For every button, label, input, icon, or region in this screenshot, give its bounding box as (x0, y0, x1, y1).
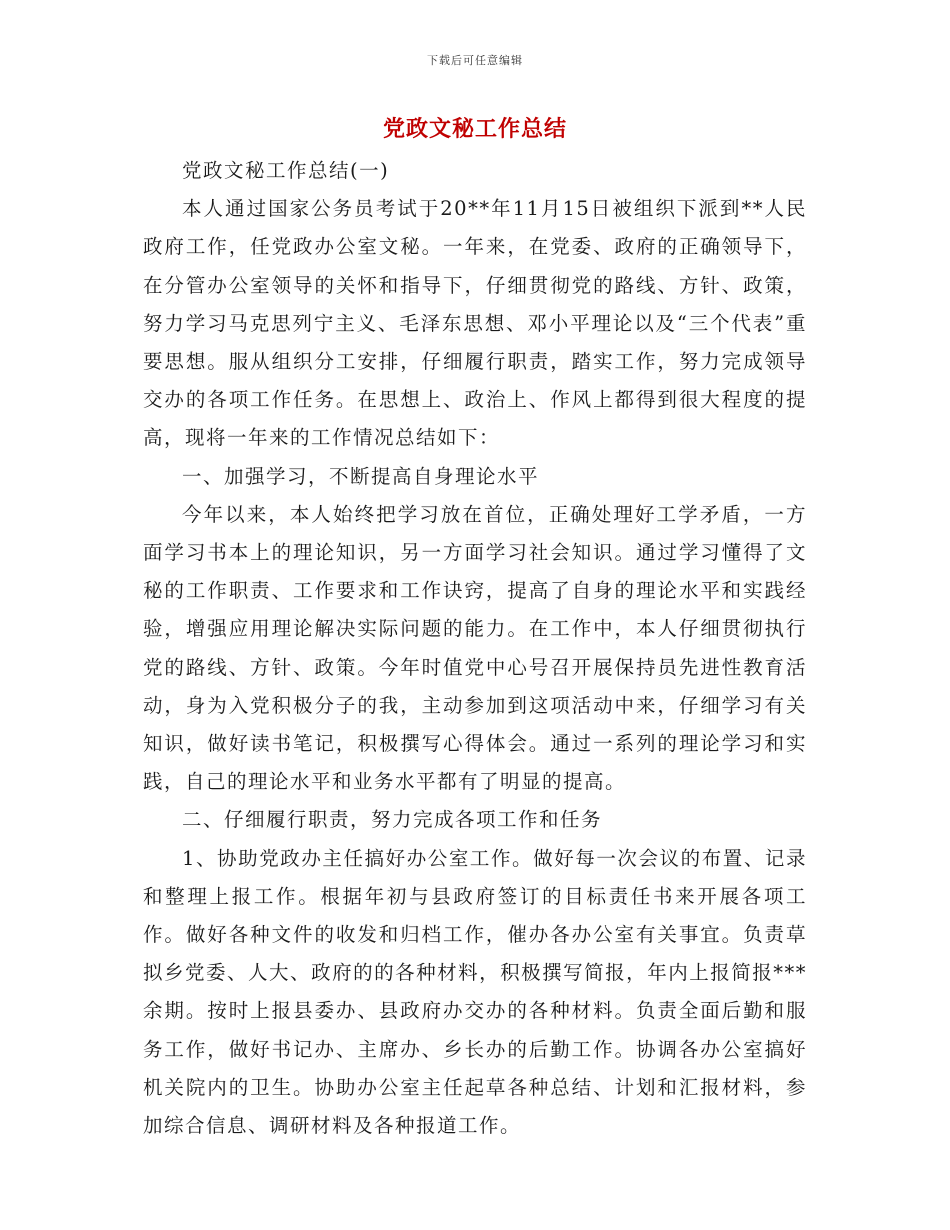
paragraph-study: 今年以来，本人始终把学习放在首位，正确处理好工学矛盾，一方面学习书本上的理论知识，另一方面学习社会知识。通过学习懂得了文秘的工作职责、工作要求和工作诀窍，提高了自身的理论水平和实践经验，增强应用理论解决实际问题的能力。在工作中，本人仔细贯彻执行党的路线、方针、政策。今年时值党中心号召开展保持员先进性教育活动，身为入党积极分子的我，主动参加到这项活动中来，仔细学习有关知识，做好读书笔记，积极撰写心得体会。通过一系列的理论学习和实践，自己的理论水平和业务水平都有了明显的提高。 (143, 502, 807, 794)
paragraph-duties: 1、协助党政办主任搞好办公室工作。做好每一次会议的布置、记录和整理上报工作。根据年初与县政府签订的目标责任书来开展各项工作。做好各种文件的收发和归档工作，催办各办公室有关事宜。负责草拟乡党委、人大、政府的的各种材料，积极撰写简报，年内上报简报***余期。按时上报县委办、县政府办交办的各种材料。负责全面后勤和服务工作，做好书记办、主席办、乡长办的后勤工作。协调各办公室搞好机关院内的卫生。协助办公室主任起草各种总结、计划和汇报材料，参加综合信息、调研材料及各种报道工作。 (143, 846, 807, 1138)
paragraph-intro: 本人通过国家公务员考试于20**年11月15日被组织下派到**人民政府工作，任党政办公室文秘。一年来，在党委、政府的正确领导下，在分管办公室领导的关怀和指导下，仔细贯彻党的路线、方针、政策，努力学习马克思列宁主义、毛泽东思想、邓小平理论以及“三个代表”重要思想。服从组织分工安排，仔细履行职责，踏实工作，努力完成领导交办的各项工作任务。在思想上、政治上、作风上都得到很大程度的提高，现将一年来的工作情况总结如下： (143, 197, 807, 450)
heading-section-1: 一、加强学习，不断提高自身理论水平 (182, 464, 540, 488)
header-note: 下载后可任意编辑 (427, 54, 523, 67)
section-subtitle: 党政文秘工作总结(一) (182, 159, 390, 182)
document-title: 党政文秘工作总结 (382, 117, 567, 142)
document-body (143, 152, 807, 1145)
heading-section-2: 二、仔细履行职责，努力完成各项工作和任务 (182, 808, 603, 832)
